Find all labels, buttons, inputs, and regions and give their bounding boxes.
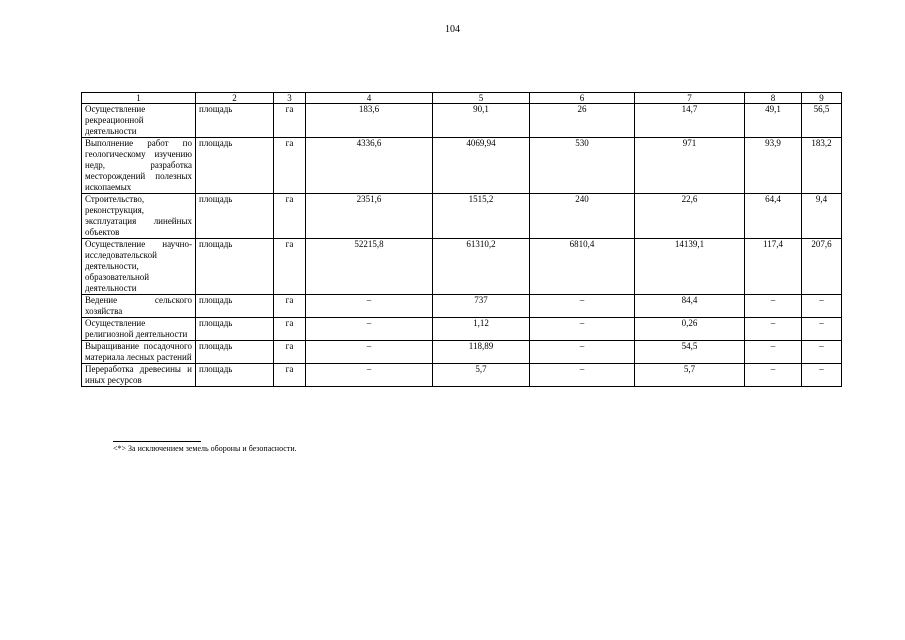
cell-value: 5,7 — [433, 364, 530, 387]
cell-value: 56,5 — [802, 104, 842, 138]
data-table — [81, 92, 842, 387]
row-name: Осуществление религиозной деятельности — [82, 318, 196, 341]
cell-value: – — [802, 341, 842, 364]
row-name: Выполнение работ по геологическому изучению недр, разработка месторождений полезных ископаемых — [82, 138, 196, 194]
cell-value: 26 — [530, 104, 635, 138]
row-indicator: площадь — [196, 364, 274, 387]
column-header: 1 — [82, 93, 196, 104]
cell-value: – — [802, 318, 842, 341]
row-measure: га — [274, 318, 306, 341]
cell-value: 118,89 — [433, 341, 530, 364]
cell-value: 14139,1 — [635, 239, 745, 295]
cell-value: 971 — [635, 138, 745, 194]
column-header: 9 — [802, 93, 842, 104]
footnote: <*> За исключением земель обороны и безопасности. — [113, 444, 297, 453]
cell-value: – — [745, 364, 802, 387]
cell-value: 4069,94 — [433, 138, 530, 194]
header-row — [82, 93, 842, 104]
cell-value: – — [530, 295, 635, 318]
row-measure: га — [274, 364, 306, 387]
cell-value: 183,6 — [306, 104, 433, 138]
row-indicator: площадь — [196, 318, 274, 341]
cell-value: – — [530, 318, 635, 341]
column-header: 2 — [196, 93, 274, 104]
column-header: 3 — [274, 93, 306, 104]
row-indicator: площадь — [196, 295, 274, 318]
cell-value: 0,26 — [635, 318, 745, 341]
cell-value: 93,9 — [745, 138, 802, 194]
cell-value: 84,4 — [635, 295, 745, 318]
row-measure: га — [274, 194, 306, 239]
column-header: 8 — [745, 93, 802, 104]
cell-value: – — [802, 364, 842, 387]
row-measure: га — [274, 104, 306, 138]
cell-value: 6810,4 — [530, 239, 635, 295]
cell-value: 22,6 — [635, 194, 745, 239]
cell-value: 4336,6 — [306, 138, 433, 194]
row-name: Строительство, реконструкция, эксплуатация линейных объектов — [82, 194, 196, 239]
cell-value: – — [306, 295, 433, 318]
row-measure: га — [274, 239, 306, 295]
page-number: 104 — [445, 24, 460, 35]
cell-value: 61310,2 — [433, 239, 530, 295]
cell-value: 737 — [433, 295, 530, 318]
cell-value: – — [530, 364, 635, 387]
row-name: Выращивание посадочного материала лесных растений — [82, 341, 196, 364]
row-name: Осуществление научно-исследовательской деятельности, образовательной деятельности — [82, 239, 196, 295]
row-measure: га — [274, 138, 306, 194]
cell-value: – — [745, 295, 802, 318]
row-name: Осуществление рекреационной деятельности — [82, 104, 196, 138]
cell-value: 530 — [530, 138, 635, 194]
cell-value: 207,6 — [802, 239, 842, 295]
cell-value: – — [745, 318, 802, 341]
table-row — [82, 341, 842, 364]
table-row — [82, 295, 842, 318]
cell-value: 14,7 — [635, 104, 745, 138]
cell-value: 54,5 — [635, 341, 745, 364]
cell-value: 1,12 — [433, 318, 530, 341]
cell-value: 183,2 — [802, 138, 842, 194]
cell-value: – — [306, 341, 433, 364]
row-indicator: площадь — [196, 239, 274, 295]
cell-value: – — [306, 318, 433, 341]
column-header: 7 — [635, 93, 745, 104]
cell-value: 240 — [530, 194, 635, 239]
row-measure: га — [274, 341, 306, 364]
row-indicator: площадь — [196, 138, 274, 194]
table-row — [82, 239, 842, 295]
cell-value: 117,4 — [745, 239, 802, 295]
footnote-divider — [113, 441, 201, 442]
cell-value: – — [745, 341, 802, 364]
table-row — [82, 318, 842, 341]
row-indicator: площадь — [196, 104, 274, 138]
row-name: Переработка древесины и иных ресурсов — [82, 364, 196, 387]
column-header: 6 — [530, 93, 635, 104]
cell-value: 5,7 — [635, 364, 745, 387]
cell-value: 9,4 — [802, 194, 842, 239]
cell-value: – — [530, 341, 635, 364]
table-row — [82, 104, 842, 138]
row-indicator: площадь — [196, 194, 274, 239]
cell-value: – — [306, 364, 433, 387]
row-indicator: площадь — [196, 341, 274, 364]
cell-value: 49,1 — [745, 104, 802, 138]
cell-value: 2351,6 — [306, 194, 433, 239]
table-row — [82, 364, 842, 387]
cell-value: 64,4 — [745, 194, 802, 239]
column-header: 4 — [306, 93, 433, 104]
row-measure: га — [274, 295, 306, 318]
table-row — [82, 194, 842, 239]
cell-value: 1515,2 — [433, 194, 530, 239]
table-row — [82, 138, 842, 194]
row-name: Ведение сельского хозяйства — [82, 295, 196, 318]
cell-value: – — [802, 295, 842, 318]
cell-value: 52215,8 — [306, 239, 433, 295]
cell-value: 90,1 — [433, 104, 530, 138]
column-header: 5 — [433, 93, 530, 104]
